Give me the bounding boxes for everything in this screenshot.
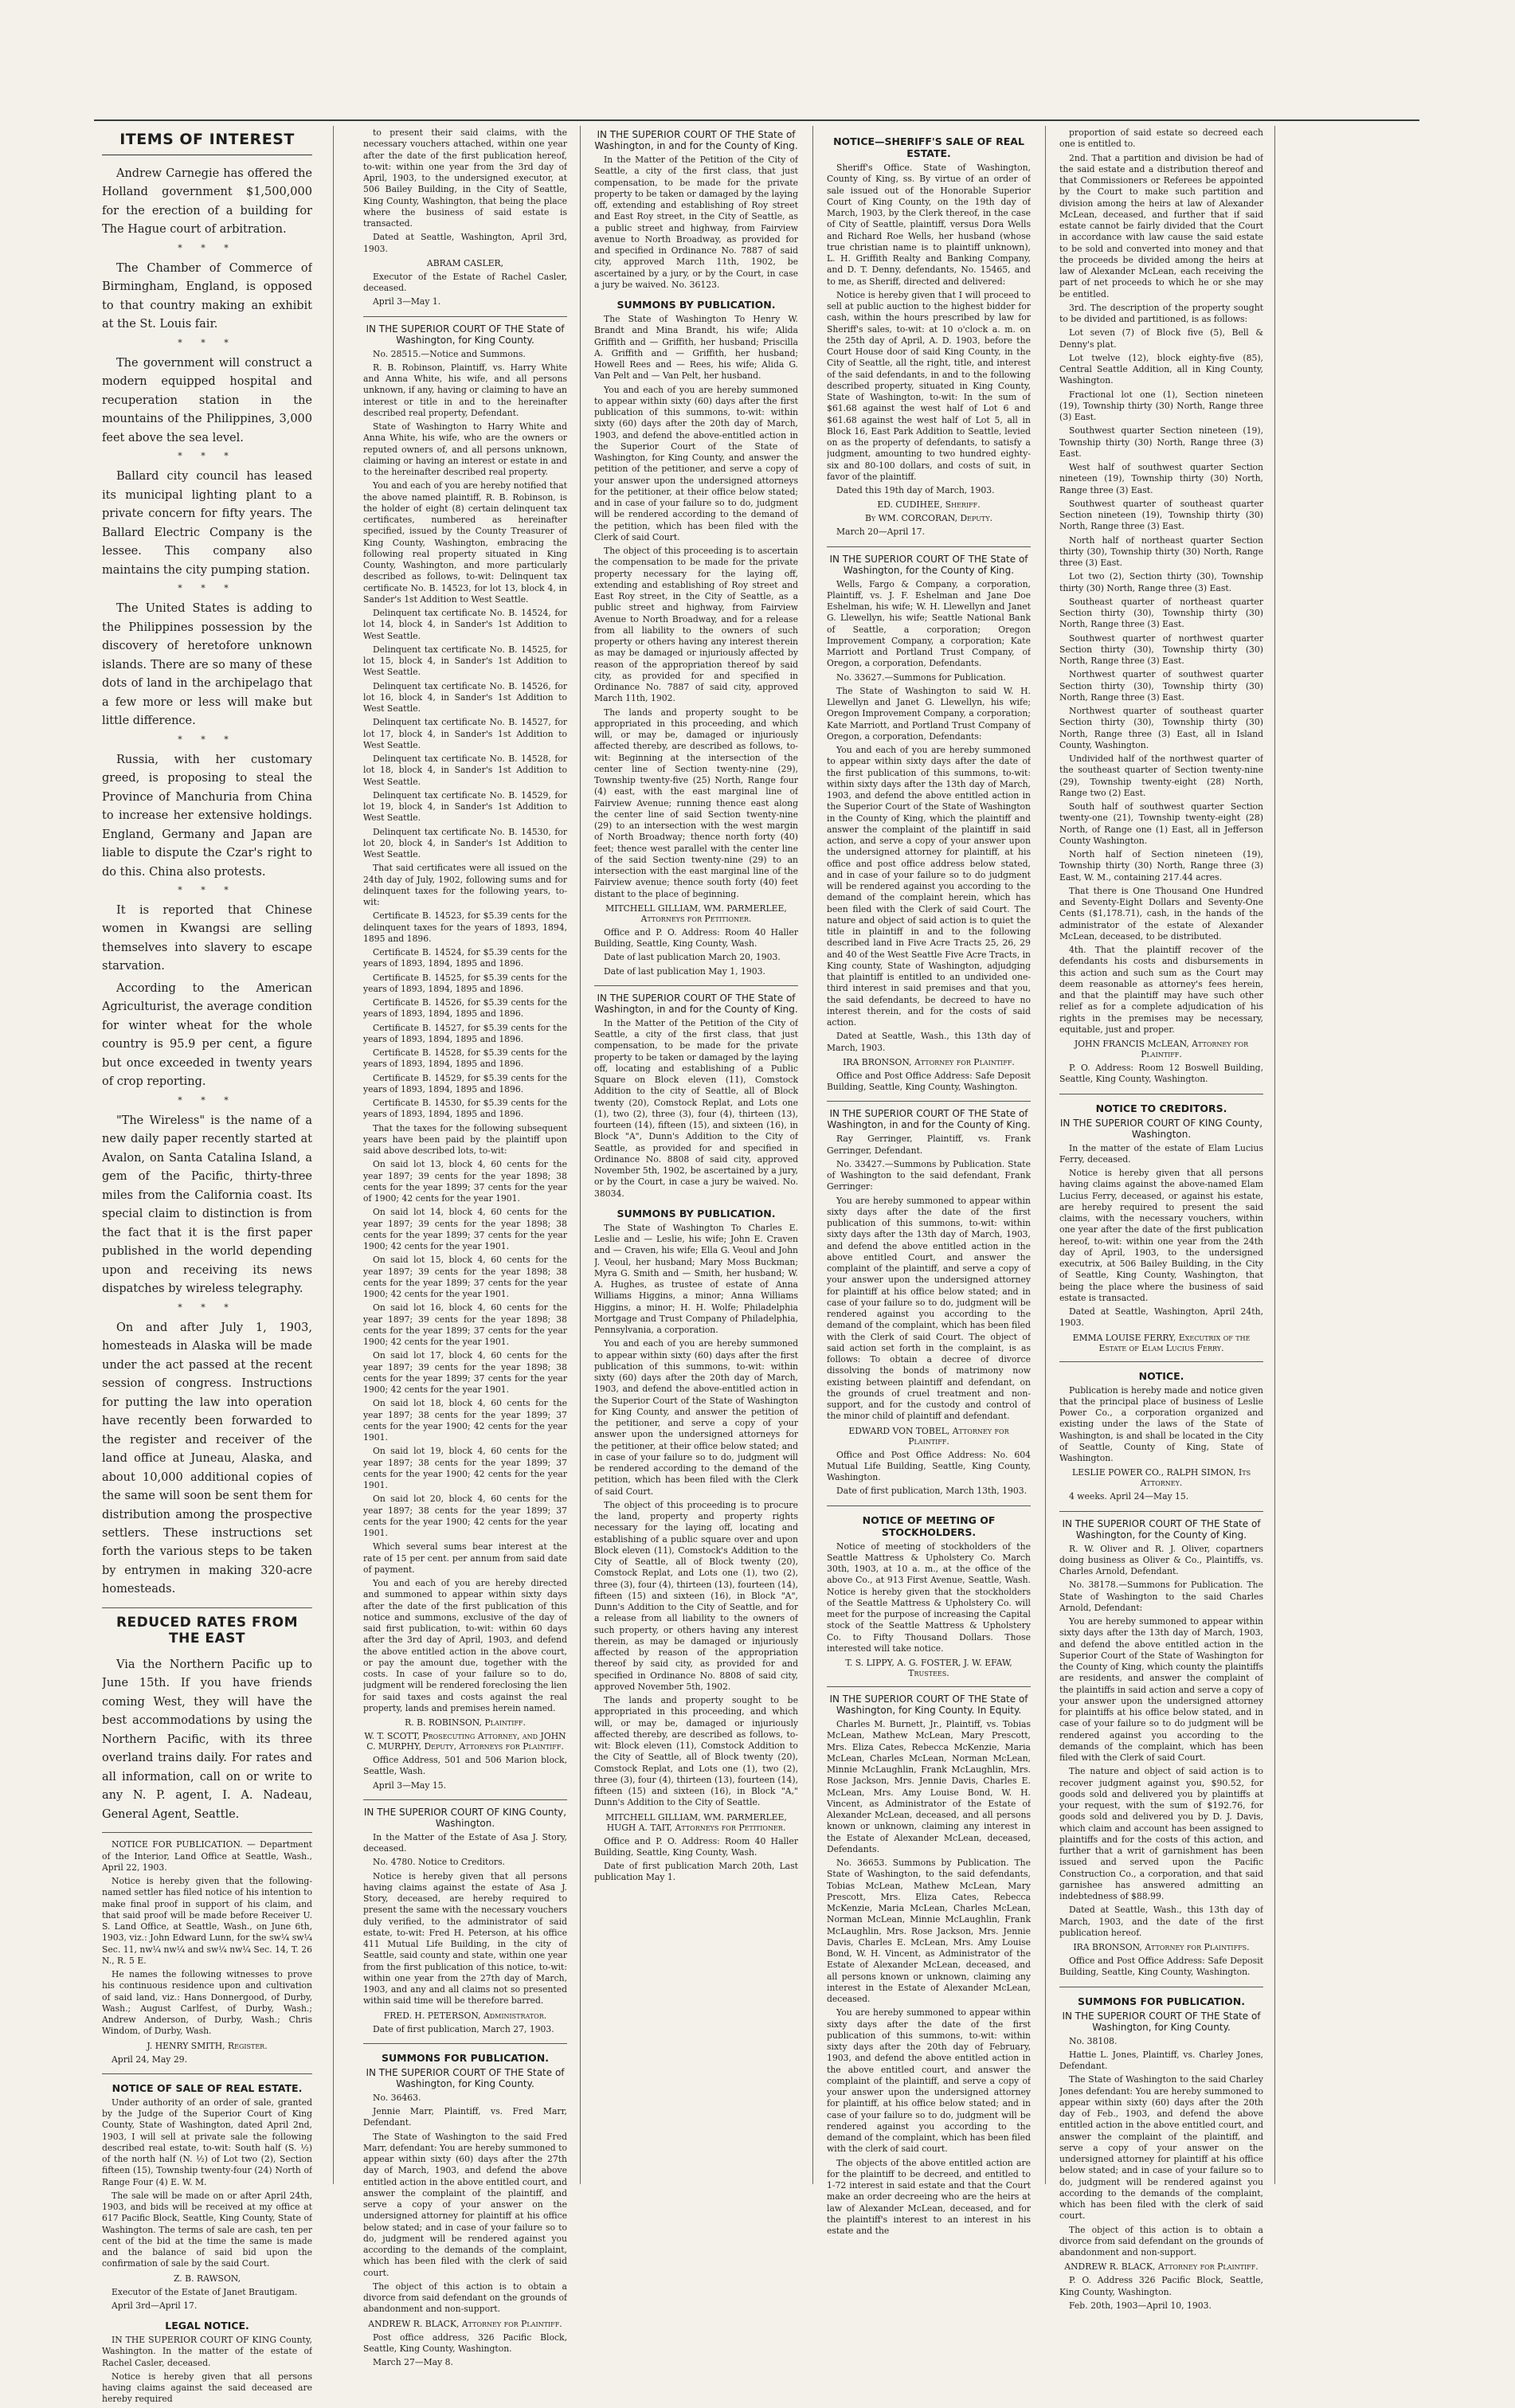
notice-text: You are hereby summoned to appear within sixty days after the date of the first publication of this summons, to-wit: within sixty days after the 13th day of March, 1903, and defend the above entitled action in the above entitled Court, and answer the complaint of the plaintiff, and serve a copy of your answer upon the undersigned attorney for plaintiff at his office below stated; and in case of your failure so to do, judgment will be rendered against you according to the demand of the complaint, which has been filed with the Clerk of said Court. The object of said action set forth in the complaint, is as follows: To obtain a decree of divorce dissolving the bonds of matrimony now existing between plaintiff and defendant, on the grounds of cruel treatment and non-support, and for the custody and control of the minor child of plaintiff and defendant.	[827, 1195, 1031, 1422]
rates-heading: REDUCED RATES FROM THE EAST	[115, 1614, 299, 1646]
notice-heading: LEGAL NOTICE.	[165, 2320, 249, 2332]
notice-text: Executor of the Estate of Rachel Casler, deceased.	[363, 271, 567, 293]
notice-text: No. 36653. Summons by Publication. The State of Washington, to the said defendants, Tobias McLean, Mathew McLean, Mary Prescott, Mrs. Eliza Cates, Rebecca McKenzie, Maria McLean, Charles McLean, Norman McLean, Minnie McLaughlin, Frank McLaughlin, Mrs. Rose Jackson, Mrs. Jennie Davis, Charles E. McLean, Mrs. Amy Louise Bond, W. H. Vincent, as Administrator of the Estate of Alexander McLean, deceased, and all persons known or unknown, claiming any interest in the Estate of Alexander McLean, deceased.	[827, 1858, 1031, 2004]
notice-text: to present their said claims, with the necessary vouchers attached, within one year after the date of the first publication hereof, to-wit: within one year from the 3rd day of April, 1903, to the undersigned executor, at 506 Bailey Building, in the City of Seattle, King County, Washington, that being the place where the business of said estate is transacted.	[363, 127, 567, 229]
notice-text: Southeast quarter of northeast quarter Section thirty (30), Township thirty (30) North, Range three (3) East.	[1059, 596, 1263, 630]
notice-text: 3rd. The description of the property sought to be divided and partitioned, is as follows:	[1059, 302, 1263, 324]
notice-text: Notice is hereby given that I will proceed to sell at public auction to the highest bidder for cash, within the hours prescribed by law for Sheriff's sales, to-wit: at 10 o'clock a. m. on the 25th day of April, A. D. 1903, before the Court House door of said King County, in the City of Seattle, all the right, title, and interest of the said defendants, in and to the following described property, situated in King County, State of Washington, to-wit: In the sum of $61.68 against the west half of Lot 6 and $61.68 against the west half of Lot 5, all in Block 16, East Park Addition to Seattle, levied on as the property of defendants, to satisfy a judgment, amounting to two hundred eighty-six and 80-100 dollars, and costs of suit, in favor of the plaintiff.	[827, 289, 1031, 482]
notice-text: Certificate B. 14523, for $5.39 cents for the delinquent taxes for the years of 1893, 1894, 1895 and 1896.	[363, 910, 567, 944]
divider	[102, 1832, 312, 1833]
column-rule	[1274, 126, 1275, 2184]
notice-text: Sheriff's Office. State of Washington, County of King, ss. By virtue of an order of sale issued out of the Honorable Superior Court of King County, on the 19th day of March, 1903, by the Clerk thereof, in the case of City of Seattle, plaintiff, versus Dora Wells and Richard Roe Wells, her husband (whose true christian name is to plaintiff unknown), L. H. Griffith Realty and Banking Company, and D. T. Denny, defendants, No. 15465, and to me, as Sheriff, directed and delivered:	[827, 162, 1031, 287]
separator-stars: * * *	[178, 337, 237, 348]
notice-text: Delinquent tax certificate No. B. 14525, for lot 15, block 4, in Sander's 1st Addition to West Seattle.	[363, 644, 567, 678]
notice-text: Undivided half of the northwest quarter of the southeast quarter of Section twenty-nine (29), Township twenty-eight (28) North, Range two (2) East.	[1059, 754, 1263, 798]
notice-text: Dated at Seattle, Washington, April 24th, 1903.	[1059, 1306, 1263, 1329]
notice-text: Delinquent tax certificate No. B. 14526, for lot 16, block 4, in Sander's 1st Addition to West Seattle.	[363, 680, 567, 714]
column-4	[827, 127, 1031, 2239]
separator-stars: * * *	[178, 734, 237, 745]
notice-text: State of Washington to Harry White and Anna White, his wife, who are the owners or reputed owners of, and all persons unknown, claiming or having an interest or estate in and to the hereinafter described real property.	[363, 421, 567, 477]
notice-dates: April 24, May 29.	[112, 2054, 188, 2065]
column-rule	[1045, 126, 1046, 2184]
notice-text: Notice is hereby given that all persons having claims against the above-named Elam Lucius Ferry, deceased, or against his estate, are hereby required to present the said claims, with the necessary vouchers, within one year after the date of the first publication hereof, to-wit: within one year from the 24th day of April, 1903, to the undersigned executrix, at 506 Bailey Building, in the City of Seattle, King County, Washington, that being the place where the business of said estate is transacted.	[1059, 1168, 1263, 1303]
court-heading: IN THE SUPERIOR COURT OF THE State of Washington, for the County of King.	[829, 553, 1028, 576]
notice-text: Delinquent tax certificate No. B. 14524, for lot 14, block 4, in Sander's 1st Addition to West Seattle.	[363, 608, 567, 641]
notice-heading: NOTICE FOR PUBLICATION. — Department of the Interior, Land Office at Seattle, Wash., April 22, 1903.	[102, 1839, 312, 1873]
separator-stars: * * *	[178, 583, 237, 594]
notice-text: On said lot 15, block 4, 60 cents for the year 1897; 39 cents for the year 1898; 38 cents for the year 1899; 37 cents for the year 1900; 42 cents for the year 1901.	[363, 1255, 567, 1299]
notice-heading: SUMMONS FOR PUBLICATION.	[382, 2051, 549, 2064]
signature: T. S. LIPPY, A. G. FOSTER, J. W. EFAW, Trustees.	[845, 1658, 1012, 1678]
separator-stars: * * *	[178, 242, 237, 253]
column-rule	[812, 126, 813, 2184]
notice-text: In the Matter of the Petition of the City of Seattle, a city of the first class, that just compensation, to be made for the private property to be taken or damaged by the laying off, extending and establishing of Roy street and East Roy street, in the City of Seattle, as a public street and highway, from Fairview avenue to North Broadway, as provided for and specified in Ordinance No. 7887 of said city, approved March 11th, 1902, be ascertained by a jury, or by the Court, in case a jury be waived. No. 36123.	[594, 155, 798, 290]
notice-text: 4th. That the plaintiff recover of the defendants his costs and disbursements in this action and such sum as the Court may deem reasonable as attorney's fees herein, and that the plaintiff may have such other relief as for a complete adjudication of his rights in the premises may be necessary, equitable, just and proper.	[1059, 945, 1263, 1035]
notice-dates: April 3—May 15.	[373, 1780, 447, 1791]
notice-text: Lot two (2), Section thirty (30), Township thirty (30) North, Range three (3) East.	[1059, 571, 1263, 593]
notice-text: No. 28515.—Notice and Summons.	[373, 348, 526, 359]
notice-dates: Feb. 20th, 1903—April 10, 1903.	[1069, 2300, 1212, 2311]
column-rule	[580, 126, 581, 2184]
notice-text: Which several sums bear interest at the rate of 15 per cent. per annum from said date of payment.	[363, 1541, 567, 1575]
divider	[1059, 1361, 1263, 1362]
notice-text: He names the following witnesses to prove his continuous residence upon and cultivation of said land, viz.: Hans Donnergood, of Durby, Wash.; August Carlfest, of Durby, Wash.; Andrew Anderson, of Durby, Wash.; Chris Windom, of Durby, Wash.	[102, 1969, 312, 2037]
separator-stars: * * *	[178, 451, 237, 462]
column-rule	[333, 126, 334, 2184]
notice-text: Lot seven (7) of Block five (5), Bell & Denny's plat.	[1059, 327, 1263, 350]
notice-text: The State of Washington to the said Fred Marr, defendant: You are hereby summoned to appear within sixty (60) days after the 27th day of March, 1903, and defend the above entitled action in the above entitled court, and answer the complaint of the plaintiff, and serve a copy of your answer on the undersigned attorney for plaintiff at his office below stated; and in case of your failure so to do, judgment will be rendered against you according to the demands of the complaint, which has been filed with the clerk of said court.	[363, 2131, 567, 2278]
notice-text: Jennie Marr, Plaintiff, vs. Fred Marr, Defendant.	[363, 2106, 567, 2128]
notice-text: Office and Post Office Address: Safe Deposit Building, Seattle, King County, Washington.	[827, 1070, 1031, 1092]
notice-text: Under authority of an order of sale, granted by the Judge of the Superior Court of King County, State of Washington, dated April 2nd, 1903, I will sell at private sale the following described real estate, to-wit: South half (S. ½) of the north half (N. ½) of Lot two (2), Section fifteen (15), Township twenty-four (24) North of Range Four (4) E. W. M.	[102, 2097, 312, 2187]
signature: ABRAM CASLER,	[426, 257, 504, 268]
notice-text: You and each of you are hereby directed and summoned to appear within sixty days after the date of the first publication of this notice and summons, exclusive of the day of said first publication, to-wit: within 60 days after the 3rd day of April, 1903, and defend the above entitled action in the above court, or pay the amount due, together with the costs. In case of your failure so to do, judgment will be rendered foreclosing the lien for said taxes and costs against the real property, lands and premises herein named.	[363, 1578, 567, 1713]
divider	[827, 546, 1031, 547]
notice-text: No. 38108.	[1069, 2035, 1118, 2046]
divider	[827, 1505, 1031, 1506]
notice-text: The objects of the above entitled action are for the plaintiff to be decreed, and entitled to 1-72 interest in said estate and that the Court make an order decreeing who are the heirs at law of Alexander McLean, deceased, and for the plaintiff's interest to an interest in his estate and the	[827, 2157, 1031, 2236]
divider	[102, 1607, 312, 1608]
notice-text: You and each of you are hereby summoned to appear within sixty (60) days after the first publication of this summons, to-wit: within sixty (60) days after the 20th day of March, 1903, and defend the above-entitled action in the Superior Court of the State of Washington for King County, and answer the petition of the petitioner, and serve a copy of your answer upon the undersigned attorneys for the petitioner, at their office below stated; and in case of your failure so to do, judgment will be rendered according to the demand of the petition, which has been filed with the Clerk of said Court.	[594, 1338, 798, 1497]
notice-text: On said lot 16, block 4, 60 cents for the year 1897; 39 cents for the year 1898; 38 cents for the year 1899; 37 cents for the year 1900; 42 cents for the year 1901.	[363, 1302, 567, 1347]
notice-text: Post office address, 326 Pacific Block, Seattle, King County, Washington.	[363, 2332, 567, 2354]
notice-text: Certificate B. 14524, for $5.39 cents for the years of 1893, 1894, 1895 and 1896.	[363, 947, 567, 969]
notice-text: The State of Washington To Charles E. Leslie and — Leslie, his wife; John E. Craven and — Craven, his wife; Ella G. Veoul and John J. Veoul, her husband; Mary Moss Buckman; Myra G. Smith and — Smith, her husband; W. A. Hughes, as trustee of estate of Anna Williams Higgins, a minor; Anna Williams Higgins, a minor; H. H. Wolfe; Philadelphia Mortgage and Trust Company of Philadelphia, Pennsylvania, a corporation.	[594, 1222, 798, 1335]
notice-text: The object of this proceeding is to procure the land, property and property rights necessary for the laying off, locating and establishing of a public square over and upon Block eleven (11), Comstock's Addition to the City of Seattle, all of Block twenty (20), Comstock Replat, and Lots one (1), two (2), three (3), four (4), thirteen (13), fourteen (14), fifteen (15) and sixteen (16), in Block "A", Dunn's Addition to the City of Seattle, and for a release from all liability to the owners of such property, or others having any interest therein, as may be damaged or injuriously affected by reason of the appropriation thereof by said city, as provided for and specified in Ordinance No. 8808 of said city, approved November 5th, 1902.	[594, 1499, 798, 1692]
news-item: Ballard city council has leased its municipal lighting plant to a private concern for fifty years. The Ballard Electric Company is the lessee. This company also maintains the city pumping station.	[102, 470, 312, 577]
notice-text: Notice is hereby given that the following-named settler has filed notice of his intention to make final proof in support of his claim, and that said proof will be made before Receiver U. S. Land Office, at Seattle, Wash., on June 6th, 1903, viz.: John Edward Lunn, for the sw¼ sw¼ Sec. 11, nw¼ nw¼ and sw¼ nw¼ Sec. 14, T. 26 N., R. 5 E.	[102, 1876, 312, 1966]
notice-text: On said lot 17, block 4, 60 cents for the year 1897; 39 cents for the year 1898; 38 cents for the year 1899; 37 cents for the year 1900; 42 cents for the year 1901.	[363, 1350, 567, 1395]
notice-text: South half of southwest quarter Section twenty-one (21), Township twenty-eight (28) North, of Range one (1) East, all in Jefferson County Washington.	[1059, 801, 1263, 846]
notice-text: Delinquent tax certificate No. B. 14528, for lot 18, block 4, in Sander's 1st Addition to West Seattle.	[363, 754, 567, 787]
items-heading: ITEMS OF INTEREST	[102, 131, 312, 155]
rates-text: Via the Northern Pacific up to June 15th. If you have friends coming West, they will have the best accommodations by using the Northern Pacific, with its three overland trains daily. For rates and all information, call on or write to any N. P. agent, I. A. Nadeau, General Agent, Seattle.	[102, 1658, 312, 1821]
court-heading: IN THE SUPERIOR COURT OF THE State of Washington, for King County.	[366, 323, 565, 346]
court-heading: IN THE SUPERIOR COURT OF THE State of Washington, for King County.	[366, 2066, 565, 2089]
notice-text: Southwest quarter of southeast quarter Section nineteen (19), Township thirty (30) North, Range three (3) East.	[1059, 498, 1263, 532]
notice-text: Certificate B. 14530, for $5.39 cents for the years of 1893, 1894, 1895 and 1896.	[363, 1098, 567, 1120]
column-3	[594, 127, 798, 1886]
notice-text: proportion of said estate so decreed each one is entitled to.	[1059, 127, 1263, 150]
divider	[102, 2073, 312, 2074]
news-item: Russia, with her customary greed, is proposing to steal the Province of Manchuria from China to increase her extensive holdings. England, Germany and Japan are liable to dispute the Czar's right to do this. China also protests.	[102, 753, 312, 879]
signature: J. HENRY SMITH, Register.	[147, 2040, 268, 2051]
notice-heading: NOTICE—SHERIFF'S SALE OF REAL ESTATE.	[833, 135, 1024, 159]
signature: MITCHELL GILLIAM, WM. PARMERLEE, HUGH A. TAIT, Attorneys for Petitioner.	[605, 1811, 787, 1833]
notice-text: You and each of you are hereby summoned to appear within sixty days after the date of the first publication of this summons, to-wit: within sixty days after the 13th day of March, 1903, and defend the above entitled action in the Superior Court of the State of Washington in the County of King, which the plaintiff and answer the complaint of the plaintiff in said action, and serve a copy of your answer upon the undersigned attorney for plaintiff, at his office and post office address below stated, and in case of your failure so to do judgment will be rendered against you according to the demand of the complaint herein, which has been filed with the Clerk of said Court. The nature and object of said action is to quiet the title in plaintiff in and to the following described land in Five Acre Tracts 25, 26, 29 and 40 of the West Seattle Five Acre Tracts, in King county, State of Washington, adjudging that plaintiff is entitled to an undivided one-third interest in said premises and that you, the said defendants, be decreed to have no interest therein, and for the costs of said action.	[827, 745, 1031, 1028]
court-heading: IN THE SUPERIOR COURT OF THE State of Washington, for King County. In Equity.	[829, 1693, 1028, 1716]
notice-text: Dated at Seattle, Wash., this 13th day of March, 1903.	[827, 1031, 1031, 1053]
news-item: The United States is adding to the Philippines possession by the discovery of heretofore unknown islands. There are so many of these dots of land in the archipelago that a few more or less will make but little difference.	[102, 602, 312, 728]
divider	[363, 1799, 567, 1800]
notice-text: Northwest quarter of southeast quarter Section thirty (30), Township thirty (30) North, Range three (3) East, all in Island County, Washington.	[1059, 706, 1263, 750]
notice-text: Certificate B. 14525, for $5.39 cents for the years of 1893, 1894, 1895 and 1896.	[363, 972, 567, 994]
notice-text: The lands and property sought to be appropriated in this proceeding, and which will, or may be, damaged or injuriously affected thereby, are described as follows, to-wit: Beginning at the intersection of the center line of Section twenty-nine (29), Township twenty-five (25) North, Range four (4) east, with the east marginal line of Fairview Avenue; running thence east along the center line of said Section twenty-nine (29) to an intersection with the west margin of North Broadway; thence north forty (40) feet; thence west parallel with the center line of the said Section twenty-nine (29) to an intersection with the east marginal line of the Fairview avenue; thence south forty (40) feet distant to the place of beginning.	[594, 707, 798, 899]
signature: MITCHELL GILLIAM, WM. PARMERLEE, Attorneys for Petitioner.	[605, 903, 787, 924]
notice-text: That there is One Thousand One Hundred and Seventy-Eight Dollars and Seventy-One Cents ($1,178.71), cash, in the hands of the administrator of the estate of Alexander McLean, deceased, to be distributed.	[1059, 885, 1263, 942]
notice-text: Hattie L. Jones, Plaintiff, vs. Charley Jones, Defendant.	[1059, 2049, 1263, 2071]
notice-text: Certificate B. 14527, for $5.39 cents for the years of 1893, 1894, 1895 and 1896.	[363, 1022, 567, 1044]
notice-text: You are hereby summoned to appear within sixty days after the date of the first publication of this summons, to-wit: within sixty days after the 20th day of February, 1903, and defend the above entitled action in the above entitled court, and answer the complaint of the plaintiff, and serve a copy of your answer upon the undersigned attorney for plaintiff, at his office below stated; and in case of your failure so to do, judgment will be rendered against you according to the demand of the complaint, which has been filed with the clerk of said court.	[827, 2007, 1031, 2155]
notice-text: You are hereby summoned to appear within sixty days after the 13th day of March, 1903, and defend the above entitled action in the Superior Court of the State of Washington for the County of King, which county the plaintiffs are residents, and answer the complaint of the plaintiffs in said action and serve a copy of your answer upon the undersigned attorney for plaintiffs at his office below stated, and in case of your failure so to do judgment will be rendered against you according to the demands of the complaint, which has been filed with the Clerk of said Court.	[1059, 1616, 1263, 1763]
notice-text: Office and P. O. Address: Room 40 Haller Building, Seattle, King County, Wash.	[594, 1835, 798, 1858]
news-item: According to the American Agriculturist, the average condition for winter wheat for the whole country is 95.9 per cent, a figure but once exceeded in twenty years of crop reporting.	[102, 981, 312, 1089]
column-2	[363, 127, 567, 2371]
news-item: The government will construct a modern equipped hospital and recuperation station in the mountains of the Philippines, 3,000 feet above the sea level.	[102, 356, 312, 444]
news-item: "The Wireless" is the name of a new daily paper recently started at Avalon, on Santa Catalina Island, a gem of the Pacific, thirty-three miles from the California coast. Its special claim to distinction is from the fact that it is the first paper published in the world depending upon and receiving its news dispatches by wireless telegraphy.	[102, 1114, 312, 1296]
news-item: Andrew Carnegie has offered the Holland government $1,500,000 for the erection of a building for The Hague court of arbitration.	[102, 167, 312, 237]
notice-heading: NOTICE OF SALE OF REAL ESTATE.	[112, 2081, 303, 2094]
notice-text: Lot twelve (12), block eighty-five (85), Central Seattle Addition, all in King County, Washington.	[1059, 352, 1263, 386]
column-1	[102, 127, 312, 2408]
notice-text: Northwest quarter of southwest quarter Section thirty (30), Township thirty (30) North, Range three (3) East.	[1059, 669, 1263, 703]
divider	[827, 1101, 1031, 1102]
divider	[1059, 1511, 1263, 1512]
court-heading: IN THE SUPERIOR COURT OF THE State of Washington, in and for the County of King.	[594, 992, 798, 1015]
notice-text: North half of Section nineteen (19), Township thirty (30) North, Range three (3) East, W. M., containing 217.44 acres.	[1059, 849, 1263, 883]
notice-text: Wells, Fargo & Company, a corporation, Plaintiff, vs. J. F. Eshelman and Jane Doe Eshelman, his wife; W. H. Llewellyn and Janet G. Llewellyn, his wife; Seattle National Bank of Seattle, a corporation; Oregon Improvement Company, a corporation; Kate Marriott and Portland Trust Company, of Oregon, a corporation, Defendants.	[827, 578, 1031, 669]
notice-text: P. O. Address 326 Pacific Block, Seattle, King County, Washington.	[1059, 2275, 1263, 2297]
notice-text: No. 36463.	[373, 2092, 421, 2103]
notice-text: Certificate B. 14529, for $5.39 cents for the years of 1893, 1894, 1895 and 1896.	[363, 1072, 567, 1094]
notice-dates: March 20—April 17.	[836, 527, 926, 538]
notice-text: You and each of you are hereby notified that the above named plaintiff, R. B. Robinson, is the holder of eight (8) certain delinquent tax certificates, numbered as hereinafter specified, issued by the County Treasurer of King County, Washington, embracing the following real property situated in King County, Washington, and more particularly described as follows, to-wit: Delinquent tax certificate No. B. 14523, for lot 13, block 4, in Sander's 1st Addition to West Seattle.	[363, 480, 567, 605]
notice-text: Certificate B. 14528, for $5.39 cents for the years of 1893, 1894, 1895 and 1896.	[363, 1047, 567, 1070]
news-item: It is reported that Chinese women in Kwangsi are selling themselves into slavery to escape starvation.	[102, 903, 312, 973]
notice-text: On said lot 18, block 4, 60 cents for the year 1897; 38 cents for the year 1899; 37 cents for the year 1900; 42 cents for the year 1901.	[363, 1398, 567, 1443]
signature: By WM. CORCORAN, Deputy.	[864, 513, 993, 524]
notice-text: Fractional lot one (1), Section nineteen (19), Township thirty (30) North, Range three (3) East.	[1059, 389, 1263, 422]
notice-text: On said lot 13, block 4, 60 cents for the year 1897; 39 cents for the year 1898; 38 cents for the year 1899; 37 cents for the year of 1900; 42 cents for the year 1901.	[363, 1159, 567, 1204]
notice-text: Southwest quarter Section nineteen (19), Township thirty (30) North, Range three (3) East.	[1059, 425, 1263, 459]
notice-dates: April 3—May 1.	[373, 296, 441, 307]
notice-text: North half of northeast quarter Section thirty (30), Township thirty (30) North, Range three (3) East.	[1059, 534, 1263, 568]
notice-dates: Date of first publication March 20th, Last publication May 1.	[594, 1861, 798, 1883]
signature: ANDREW R. BLACK, Attorney for Plaintiff.	[368, 2318, 562, 2329]
notice-text: Office and P. O. Address: Room 40 Haller Building, Seattle, King County, Wash.	[594, 926, 798, 949]
notice-dates: 4 weeks. April 24—May 15.	[1069, 1491, 1189, 1502]
notice-text: R. W. Oliver and R. J. Oliver, copartners doing business as Oliver & Co., Plaintiffs, vs. Charles Arnold, Defendant.	[1059, 1543, 1263, 1576]
signature: EDWARD VON TOBEL, Attorney for Plaintiff.	[848, 1425, 1009, 1447]
notice-heading: NOTICE OF MEETING OF STOCKHOLDERS.	[862, 1513, 996, 1538]
court-heading: IN THE SUPERIOR COURT OF KING County, Washington.	[363, 1806, 567, 1829]
column-5	[1059, 127, 1263, 2314]
notice-text: Delinquent tax certificate No. B. 14527, for lot 17, block 4, in Sander's 1st Addition to West Seattle.	[363, 717, 567, 750]
notice-text: No. 33627.—Summons for Publication.	[836, 671, 1006, 683]
notice-text: That the taxes for the following subsequent years have been paid by the plaintiff upon said above described lots, to-wit:	[363, 1122, 567, 1156]
notice-text: No. 4780. Notice to Creditors.	[373, 1857, 505, 1868]
signature: FRED. H. PETERSON, Administrator.	[383, 2010, 547, 2021]
notice-text: Office and Post Office Address: Safe Deposit Building, Seattle, King County, Washington.	[1059, 1956, 1263, 1978]
notice-text: That said certificates were all issued on the 24th day of July, 1902, following sums and for delinquent taxes for the following years, to-wit:	[363, 863, 567, 907]
notice-text: No. 33427.—Summons by Publication. State of Washington to the said defendant, Frank Gerringer:	[827, 1158, 1031, 1192]
divider	[594, 985, 798, 986]
notice-text: The State of Washington to said W. H. Llewellyn and Janet G. Llewellyn, his wife; Oregon Improvement Company, a corporation; Kate Marriott, and Portland Trust Company of Oregon, a corporation, Defendants:	[827, 685, 1031, 742]
signature: LESLIE POWER CO., RALPH SIMON, Its Attorney.	[1071, 1467, 1251, 1489]
notice-dates: March 27—May 8.	[373, 2357, 453, 2367]
notice-text: The sale will be made on or after April 24th, 1903, and bids will be received at my office at 617 Pacific Block, Seattle, King County, State of Washington. The terms of sale are cash, ten per cent of the bid at the time the same is made and the balance of said bid upon the confirmation of sale by the said Court.	[102, 2190, 312, 2269]
separator-stars: * * *	[178, 1302, 237, 1313]
signature: JOHN FRANCIS McLEAN, Attorney for Plaintiff.	[1074, 1039, 1249, 1059]
signature: R. B. ROBINSON, Plaintiff.	[405, 1717, 526, 1728]
notice-text: Dated at Seattle, Wash., this 13th day of March, 1903, and the date of the first publication hereof.	[1059, 1905, 1263, 1938]
notice-dates: April 3rd—April 17.	[112, 2300, 198, 2311]
signature: EMMA LOUISE FERRY, Executrix of the Estate of Elam Lucius Ferry.	[1072, 1332, 1251, 1353]
notice-text: You and each of you are hereby summoned to appear within sixty (60) days after the first publication of this summons, to-wit: within sixty (60) days after the 20th day of March, 1903, and defend the above-entitled action in the Superior Court of the State of Washington, for King County, and answer the petition of the petitioner, and serve a copy of your answer upon the undersigned attorneys for the petitioner, at their office below stated; and in case of your failure so to do, judgment will be rendered according to the demand of the petition, which has been filed with the Clerk of said Court.	[594, 384, 798, 542]
notice-text: The State of Washington to the said Charley Jones defendant: You are hereby summoned to appear within sixty (60) days after the 20th day of Feb., 1903, and defend the above entitled action in the above entitled court, and answer the complaint of the plaintiff, and serve a copy of your answer on the undersigned attorney for plaintiff at his office below stated; and in case of your failure so to do, judgment will be rendered against you according to the demands of the complaint, which has been filed with the clerk of said court.	[1059, 2074, 1263, 2222]
notice-text: In the Matter of the Petition of the City of Seattle, a city of the first class, that just compensation, to be made for the private property to be taken or damaged by the laying off, locating and establishing of a Public Square on Block eleven (11), Comstock Addition to the city of Seattle, all of Block twenty (20), Comstock Replat, and Lots one (1), two (2), three (3), four (4), thirteen (13), fourteen (14), fifteen (15), and sixteen (16), in Block "A", Dunn's Addition to the City of Seattle, as provided for and specified in Ordinance No. 8808 of said city, approved November 5th, 1902, be ascertained by a jury, or by the Court, in case a jury be waived. No. 38034.	[594, 1017, 798, 1199]
signature: IRA BRONSON, Attorney for Plaintiff.	[843, 1056, 1015, 1067]
notice-text: Delinquent tax certificate No. B. 14530, for lot 20, block 4, in Sander's 1st Addition to West Seattle.	[363, 826, 567, 859]
court-heading: IN THE SUPERIOR COURT OF THE State of Washington, for King County.	[1062, 2010, 1261, 2033]
notice-heading: SUMMONS BY PUBLICATION.	[617, 1207, 776, 1220]
signature: IRA BRONSON, Attorney for Plaintiffs.	[1073, 1942, 1250, 1952]
notice-dates: Date of last publication March 20, 1903.	[604, 952, 781, 963]
notice-heading: SUMMONS FOR PUBLICATION.	[1078, 1995, 1245, 2007]
notice-text: Ray Gerringer, Plaintiff, vs. Frank Gerringer, Defendant.	[827, 1134, 1031, 1156]
notice-text: Publication is hereby made and notice given that the principal place of business of Leslie Power Co., a corporation organized and existing under the laws of the State of Washington, is and shall be located in the City of Seattle, County of King, State of Washington.	[1059, 1384, 1263, 1463]
notice-text: Dated this 19th day of March, 1903.	[836, 485, 995, 495]
notice-text: P. O. Address: Room 12 Boswell Building, Seattle, King County, Washington.	[1059, 1063, 1263, 1085]
notice-text: In the matter of the estate of Elam Lucius Ferry, deceased.	[1059, 1142, 1263, 1165]
court-heading: IN THE SUPERIOR COURT OF KING County, Washington.	[1059, 1117, 1263, 1140]
news-item: The Chamber of Commerce of Birmingham, England, is opposed to that country making an exhibit at the St. Louis fair.	[102, 261, 312, 331]
divider	[827, 1686, 1031, 1687]
divider	[363, 2043, 567, 2044]
signature: ED. CUDIHEE, Sheriff.	[877, 499, 981, 511]
signature: W. T. SCOTT, Prosecuting Attorney, and JOHN C. MURPHY, Deputy, Attorneys for Plaintiff.	[364, 1731, 566, 1752]
notice-text: Office and Post Office Address: No. 604 Mutual Life Building, Seattle, King County, Washington.	[827, 1449, 1031, 1482]
divider	[363, 316, 567, 317]
signature: Z. B. RAWSON,	[174, 2273, 241, 2284]
separator-stars: * * *	[178, 1094, 237, 1106]
notice-text: 2nd. That a partition and division be had of the said estate and a distribution thereof and that Commissioners or Referees be appointed by the Court to make such partition and division among the heirs at law of Alexander McLean, deceased, and further that if said estate cannot be fairly divided that the Court in accordance with law cause the said estate to be sold and converted into money and that the proceeds be divided among the heirs at law of Alexander McLean, each receiving the part of net proceeds to which he or she may be entitled.	[1059, 152, 1263, 300]
notice-text: Executor of the Estate of Janet Brautigam.	[112, 2286, 298, 2297]
notice-text: The object of this action is to obtain a divorce from said defendant on the grounds of abandonment and non-support.	[363, 2281, 567, 2315]
notice-text: On said lot 20, block 4, 60 cents for the year 1897; 38 cents for the year 1899; 37 cents for the year 1900; 42 cents for the year 1901.	[363, 1494, 567, 1538]
court-heading: IN THE SUPERIOR COURT OF THE State of Washington, in and for the County of King.	[594, 129, 798, 151]
notice-dates: Date of last publication May 1, 1903.	[604, 965, 765, 977]
notice-text: The lands and property sought to be appropriated in this proceeding, and which will, or may be, damaged or injuriously affected thereby, are described as follows, to-wit: Block eleven (11), Comstock Addition to the City of Seattle, all of Block twenty (20), Comstock Replat, and Lots one (1), two (2), three (3), four (4), thirteen (13), fourteen (14), fifteen (15) and sixteen (16), in Block "A," Dunn's Addition to the City of Seattle.	[594, 1695, 798, 1808]
notice-text: In the Matter of the Estate of Asa J. Story, deceased.	[363, 1831, 567, 1854]
notice-text: The nature and object of said action is to recover judgment against you, $90.52, for goods sold and delivered you by plaintiffs at your request, with the sum of $192.76, for goods sold and delivered you by D. J. Davis, which claim and account has been assigned to plaintiffs and for the costs of this action, and further that a writ of garnishment has been issued and served upon the Pacific Construction Co., a corporation, and that said garnishee has answered admitting an indebtedness of $88.99.	[1059, 1766, 1263, 1901]
court-heading: IN THE SUPERIOR COURT OF THE State of Washington, for the County of King.	[1062, 1517, 1261, 1541]
notice-text: Notice of meeting of stockholders of the Seattle Mattress & Upholstery Co. March 30th, 1903, at 10 a. m., at the office of the above Co., at 913 First Avenue, Seattle, Wash. Notice is hereby given that the stockholders of the Seattle Mattress & Upholstery Co. will meet for the purpose of increasing the Capital stock of the Seattle Mattress & Upholstery Co. to Fifty Thousand Dollars. Those interested will take notice.	[827, 1541, 1031, 1654]
notice-text: On said lot 19, block 4, 60 cents for the year 1897; 38 cents for the year 1899; 37 cents for the year 1900; 42 cents for the year 1901.	[363, 1446, 567, 1490]
notice-heading: NOTICE TO CREDITORS.	[1095, 1102, 1227, 1114]
notice-text: No. 38178.—Summons for Publication. The State of Washington to the said Charles Arnold, Defendant:	[1059, 1580, 1263, 1613]
notice-text: IN THE SUPERIOR COURT OF KING County, Washington. In the matter of the estate of Rachel Casler, deceased.	[102, 2335, 312, 2368]
separator-stars: * * *	[178, 884, 237, 895]
notice-text: The object of this proceeding is to ascertain the compensation to be made for the private property necessary for the laying off, extending and establishing of Roy street and East Roy street, in the City of Seattle, as a public street and highway, from Fairview Avenue to North Broadway, and for a release from all liability to the owners of such property or others having any interest therein as may be damaged or injuriously affected by reason of the appropriation thereof by said city, as provided for and specified in Ordinance No. 7887 of said city, approved March 11th, 1902.	[594, 546, 798, 704]
signature: ANDREW R. BLACK, Attorney for Plaintiff.	[1064, 2261, 1259, 2273]
notice-text: Notice is hereby given that all persons having claims against the estate of Asa J. Story, deceased, are hereby required to present the same with the necessary vouchers duly verified, to the administrator of said estate, to-wit: Fred H. Peterson, at his office 411 Mutual Life Building, in the city of Seattle, said county and state, within one year from the first publication of this notice, to-wit: within one year from the 27th day of March, 1903, and any and all claims not so presented within said time will be therefore barred.	[363, 1870, 567, 2007]
notice-heading: SUMMONS BY PUBLICATION.	[617, 299, 776, 311]
notice-text: On said lot 14, block 4, 60 cents for the year 1897; 39 cents for the year 1898; 38 cents for the year 1899; 37 cents for the year 1900; 42 cents for the year 1901.	[363, 1207, 567, 1251]
notice-text: Delinquent tax certificate No. B. 14529, for lot 19, block 4, in Sander's 1st Addition to West Seattle.	[363, 789, 567, 824]
news-item: On and after July 1, 1903, homesteads in Alaska will be made under the act passed at the recent session of congress. Instructions for putting the law into operation have recently been forwarded to the register and receiver of the land office at Juneau, Alaska, and about 10,000 additional copies of the same will soon be sent them for distribution among the prospective settlers. These instructions set forth the various steps to be taken by entrymen in making 320-acre homesteads.	[102, 1321, 312, 1596]
notice-text: The object of this action is to obtain a divorce from said defendant on the grounds of abandonment and non-support.	[1059, 2224, 1263, 2257]
newspaper-page	[94, 119, 1419, 2405]
notice-text: Southwest quarter of northwest quarter Section thirty (30), Township thirty (30) North, Range three (3) East.	[1059, 632, 1263, 666]
notice-text: Certificate B. 14526, for $5.39 cents for the years of 1893, 1894, 1895 and 1896.	[363, 997, 567, 1020]
notice-heading: NOTICE.	[1138, 1369, 1184, 1382]
notice-dates: Date of first publication, March 13th, 1903.	[836, 1486, 1028, 1497]
court-heading: IN THE SUPERIOR COURT OF THE State of Washington, in and for the County of King.	[827, 1108, 1031, 1131]
notice-text: The State of Washington To Henry W. Brandt and Mina Brandt, his wife; Alida Griffith and — Griffith, her husband; Priscilla A. Griffith and — Griffith, her husband; Howell Rees and — Rees, his wife; Alida G. Van Pelt and — Van Pelt, her husband.	[594, 314, 798, 382]
notice-text: R. B. Robinson, Plaintiff, vs. Harry White and Anna White, his wife, and all persons unknown, if any, having or claiming to have an interest or title in and to the hereinafter described real property, Defendant.	[363, 362, 567, 418]
notice-text: Dated at Seattle, Washington, April 3rd, 1903.	[363, 232, 567, 254]
notice-text: Office Address, 501 and 506 Marion block, Seattle, Wash.	[363, 1755, 567, 1777]
notice-dates: Date of first publication, March 27, 1903.	[373, 2023, 554, 2034]
notice-text: Notice is hereby given that all persons having claims against the said deceased are hereby required	[102, 2371, 312, 2405]
notice-text: Charles M. Burnett, Jr., Plaintiff, vs. Tobias McLean, Mathew McLean, Mary Prescott, Mrs. Eliza Cates, Rebecca McKenzie, Maria McLean, Charles McLean, Norman McLean, Minnie McLaughlin, Frank McLaughlin, Mrs. Rose Jackson, Mrs. Jennie Davis, Charles E. McLean, Mrs. Amy Louise Bond, W. H. Vincent, as Administrator of the Estate of Alexander McLean, deceased, and all persons known or unknown, claiming any interest in the Estate of Alexander McLean, deceased, Defendants.	[827, 1719, 1031, 1854]
notice-text: West half of southwest quarter Section nineteen (19), Township thirty (30) North, Range three (3) East.	[1059, 462, 1263, 495]
